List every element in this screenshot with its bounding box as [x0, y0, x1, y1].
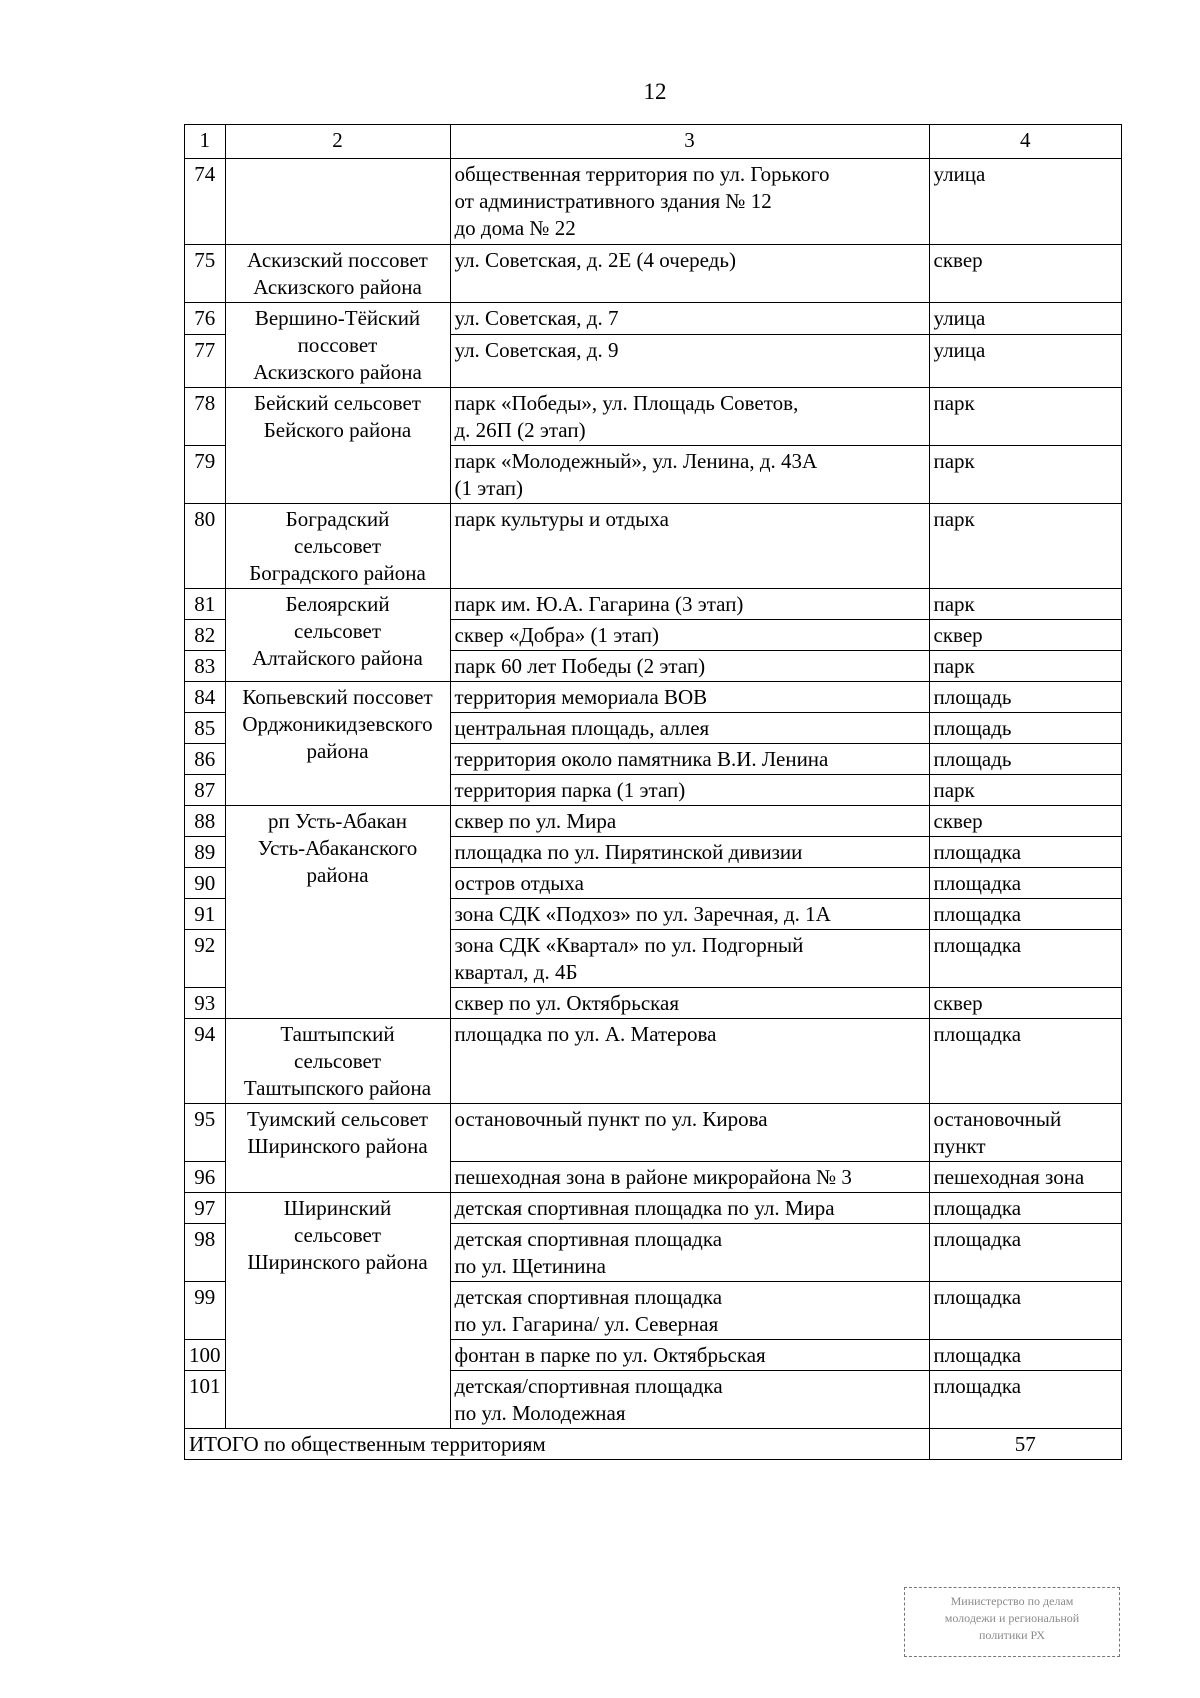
- header-col-3: 3: [450, 125, 929, 159]
- territory-cell: территория около памятника В.И. Ленина: [450, 744, 929, 775]
- row-number: 75: [185, 245, 226, 303]
- row-number: 88: [185, 806, 226, 837]
- row-number: 90: [185, 868, 226, 899]
- territory-type-cell: площадь: [929, 744, 1122, 775]
- row-number: 100: [185, 1340, 226, 1371]
- table-header-row: [185, 125, 1122, 159]
- territory-cell: территория мемориала ВОВ: [450, 682, 929, 713]
- territory-type-cell: площадка: [929, 837, 1122, 868]
- row-number: 97: [185, 1193, 226, 1224]
- territory-cell: детская спортивная площадка по ул. Гагарина/ ул. Северная: [450, 1282, 929, 1340]
- table-row: [185, 806, 1122, 837]
- row-number: 81: [185, 589, 226, 620]
- territory-type-cell: сквер: [929, 245, 1122, 303]
- page-number: 12: [643, 79, 667, 104]
- total-label: ИТОГО по общественным территориям: [185, 1429, 930, 1460]
- territory-cell: территория парка (1 этап): [450, 775, 929, 806]
- territory-type-cell: площадка: [929, 930, 1122, 988]
- row-number: 89: [185, 837, 226, 868]
- registration-stamp: [904, 1587, 1120, 1657]
- row-number: 95: [185, 1104, 226, 1162]
- table-row: [185, 303, 1122, 335]
- table-row: [185, 682, 1122, 713]
- row-number: 76: [185, 303, 226, 335]
- territory-type-cell: площадка: [929, 1340, 1122, 1371]
- row-number: 83: [185, 651, 226, 682]
- territory-cell: сквер по ул. Мира: [450, 806, 929, 837]
- territory-cell: пешеходная зона в районе микрорайона № 3: [450, 1162, 929, 1193]
- territory-type-cell: площадь: [929, 682, 1122, 713]
- row-number: 96: [185, 1162, 226, 1193]
- territory-type-cell: площадка: [929, 868, 1122, 899]
- territory-cell: общественная территория по ул. Горького от административного здания № 12 до дома № 22: [450, 159, 929, 245]
- territory-type-cell: улица: [929, 159, 1122, 245]
- row-number: 98: [185, 1224, 226, 1282]
- row-number: 85: [185, 713, 226, 744]
- territory-cell: центральная площадь, аллея: [450, 713, 929, 744]
- municipality-cell: Туимский сельсовет Ширинского района: [225, 1104, 450, 1193]
- total-row: [185, 1429, 1122, 1460]
- row-number: 86: [185, 744, 226, 775]
- municipality-cell: Аскизский поссовет Аскизского района: [225, 245, 450, 303]
- territory-cell: детская спортивная площадка по ул. Мира: [450, 1193, 929, 1224]
- territory-type-cell: площадка: [929, 1224, 1122, 1282]
- territory-cell: парк им. Ю.А. Гагарина (3 этап): [450, 589, 929, 620]
- territory-type-cell: улица: [929, 303, 1122, 335]
- municipality-cell: Белоярский сельсовет Алтайского района: [225, 589, 450, 682]
- territory-cell: детская/спортивная площадка по ул. Молодежная: [450, 1371, 929, 1429]
- table-row: [185, 245, 1122, 303]
- territory-type-cell: парк: [929, 446, 1122, 504]
- territory-type-cell: парк: [929, 775, 1122, 806]
- territory-type-cell: площадь: [929, 713, 1122, 744]
- territory-type-cell: площадка: [929, 1371, 1122, 1429]
- territory-type-cell: сквер: [929, 806, 1122, 837]
- table-row: [185, 159, 1122, 245]
- territory-cell: остановочный пункт по ул. Кирова: [450, 1104, 929, 1162]
- municipality-cell: Боградский сельсовет Боградского района: [225, 504, 450, 589]
- row-number: 99: [185, 1282, 226, 1340]
- stamp-line: политики РХ: [978, 1628, 1046, 1642]
- territory-type-cell: пешеходная зона: [929, 1162, 1122, 1193]
- territory-type-cell: площадка: [929, 899, 1122, 930]
- territory-type-cell: парк: [929, 504, 1122, 589]
- municipality-cell: рп Усть-Абакан Усть-Абаканского района: [225, 806, 450, 1019]
- total-value: 57: [929, 1429, 1122, 1460]
- municipality-cell: Копьевский поссовет Орджоникидзевского района: [225, 682, 450, 806]
- territory-type-cell: площадка: [929, 1019, 1122, 1104]
- row-number: 92: [185, 930, 226, 988]
- stamp-line: молодежи и региональной: [944, 1611, 1080, 1625]
- territory-cell: ул. Советская, д. 9: [450, 334, 929, 387]
- territories-table: [184, 124, 1122, 1460]
- row-number: 87: [185, 775, 226, 806]
- territory-type-cell: сквер: [929, 620, 1122, 651]
- territory-cell: остров отдыха: [450, 868, 929, 899]
- territory-cell: парк «Молодежный», ул. Ленина, д. 43А (1 этап): [450, 446, 929, 504]
- municipality-cell: Таштыпский сельсовет Таштыпского района: [225, 1019, 450, 1104]
- territory-cell: парк культуры и отдыха: [450, 504, 929, 589]
- row-number: 94: [185, 1019, 226, 1104]
- row-number: 91: [185, 899, 226, 930]
- territory-cell: ул. Советская, д. 7: [450, 303, 929, 335]
- row-number: 80: [185, 504, 226, 589]
- territory-type-cell: парк: [929, 651, 1122, 682]
- territory-type-cell: парк: [929, 388, 1122, 446]
- municipality-cell: Ширинский сельсовет Ширинского района: [225, 1193, 450, 1429]
- row-number: 82: [185, 620, 226, 651]
- row-number: 84: [185, 682, 226, 713]
- row-number: 74: [185, 159, 226, 245]
- territory-type-cell: остановочный пункт: [929, 1104, 1122, 1162]
- territory-cell: площадка по ул. А. Матерова: [450, 1019, 929, 1104]
- row-number: 78: [185, 388, 226, 446]
- header-col-1: 1: [185, 125, 226, 159]
- header-col-2: 2: [225, 125, 450, 159]
- table-row: [185, 504, 1122, 589]
- municipality-cell: [225, 159, 450, 245]
- table-row: [185, 1104, 1122, 1162]
- territory-cell: парк 60 лет Победы (2 этап): [450, 651, 929, 682]
- municipality-cell: Вершино-Тёйский поссовет Аскизского района: [225, 303, 450, 388]
- territory-cell: зона СДК «Квартал» по ул. Подгорный квартал, д. 4Б: [450, 930, 929, 988]
- territory-cell: сквер «Добра» (1 этап): [450, 620, 929, 651]
- header-col-4: 4: [929, 125, 1122, 159]
- row-number: 79: [185, 446, 226, 504]
- territory-type-cell: парк: [929, 589, 1122, 620]
- territory-cell: ул. Советская, д. 2Е (4 очередь): [450, 245, 929, 303]
- row-number: 93: [185, 988, 226, 1019]
- table-row: [185, 388, 1122, 446]
- municipality-cell: Бейский сельсовет Бейского района: [225, 388, 450, 504]
- territory-cell: зона СДК «Подхоз» по ул. Заречная, д. 1А: [450, 899, 929, 930]
- territory-cell: детская спортивная площадка по ул. Щетинина: [450, 1224, 929, 1282]
- row-number: 101: [185, 1371, 226, 1429]
- territory-type-cell: площадка: [929, 1193, 1122, 1224]
- territory-cell: сквер по ул. Октябрьская: [450, 988, 929, 1019]
- territory-type-cell: площадка: [929, 1282, 1122, 1340]
- territory-type-cell: улица: [929, 334, 1122, 387]
- territory-cell: площадка по ул. Пирятинской дивизии: [450, 837, 929, 868]
- territory-type-cell: сквер: [929, 988, 1122, 1019]
- table-row: [185, 589, 1122, 620]
- table-row: [185, 1019, 1122, 1104]
- table-row: [185, 1193, 1122, 1224]
- row-number: 77: [185, 334, 226, 387]
- stamp-line: Министерство по делам: [950, 1594, 1074, 1608]
- territory-cell: фонтан в парке по ул. Октябрьская: [450, 1340, 929, 1371]
- territory-cell: парк «Победы», ул. Площадь Советов, д. 26П (2 этап): [450, 388, 929, 446]
